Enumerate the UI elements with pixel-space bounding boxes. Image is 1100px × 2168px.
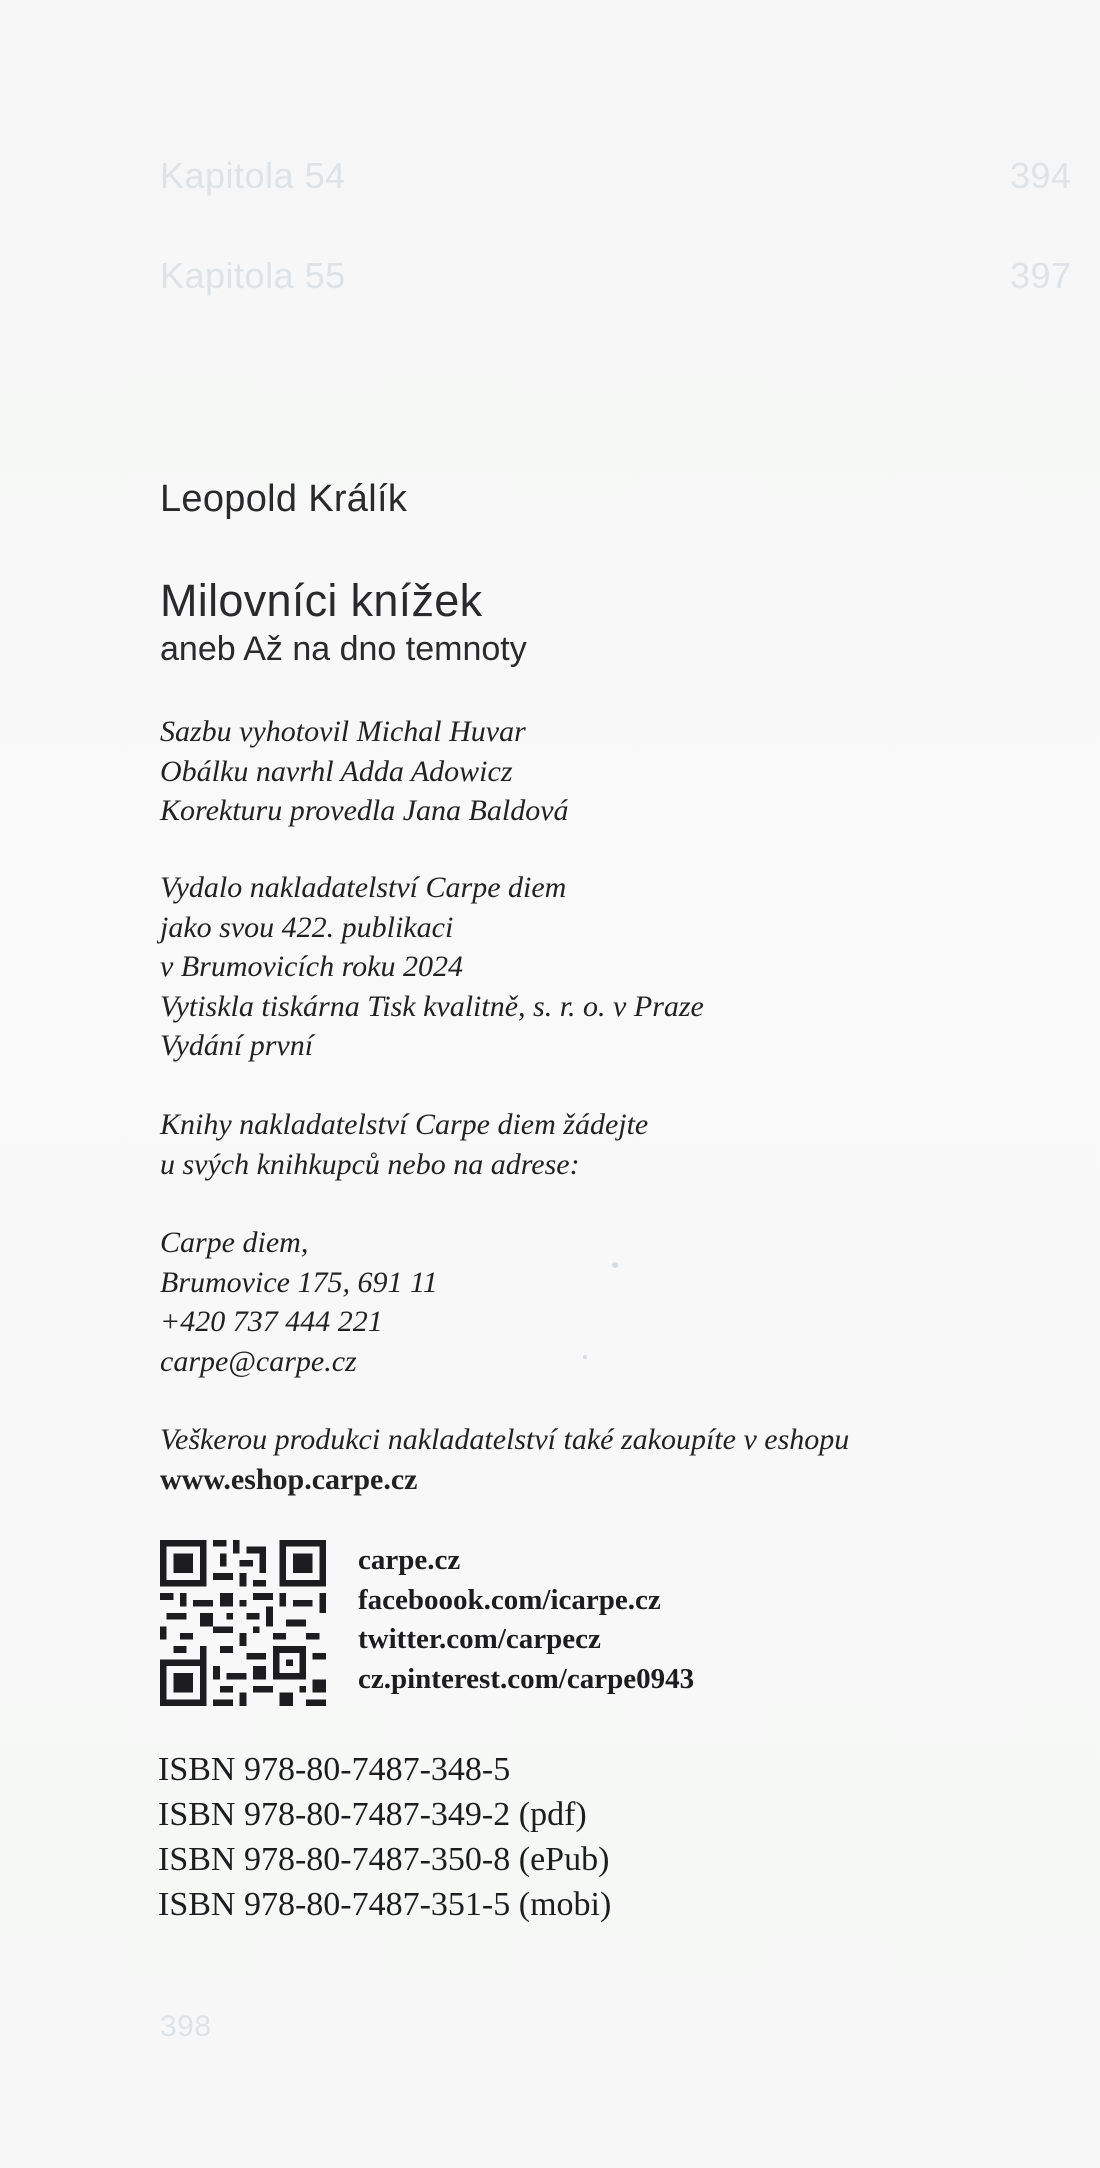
credit-line: Obálku navrhl Adda Adowicz [160, 754, 513, 788]
eshop-text: Veškerou produkci nakladatelství také zakoupíte v eshopu [160, 1423, 850, 1456]
ghost-folio: 398 [160, 2010, 212, 2043]
isbn-line: ISBN 978-80-7487-350-8 (ePub) [158, 1841, 610, 1878]
paper-speck [583, 1355, 587, 1359]
eshop-url: www.eshop.carpe.cz [160, 1462, 418, 1496]
author-name: Leopold Králík [160, 478, 408, 520]
eshop-block [160, 1420, 849, 1499]
paper-speck [612, 1262, 618, 1268]
order-line: Knihy nakladatelství Carpe diem žádejte [160, 1108, 649, 1141]
website-link[interactable]: carpe.cz [358, 1544, 461, 1576]
credit-line: Korekturu provedla Jana Baldová [160, 794, 569, 827]
ghost-toc-page-2: 397 [1010, 255, 1072, 296]
order-block [160, 1105, 648, 1184]
order-line: u svých knihkupců nebo na adrese: [160, 1147, 580, 1181]
book-title: Milovníci knížek [160, 575, 483, 626]
publisher-line: Vytiskla tiskárna Tisk kvalitně, s. r. o. v Praze [160, 989, 704, 1023]
ghost-toc-page-1: 394 [1010, 155, 1072, 196]
publisher-line: Vydání první [160, 1029, 314, 1062]
facebook-link[interactable]: faceboook.com/icarpe.cz [358, 1583, 661, 1616]
ghost-toc-row-1: Kapitola 54 [160, 155, 346, 196]
ghost-toc-row-2: Kapitola 55 [160, 255, 346, 296]
address-block [160, 1223, 438, 1381]
qr-code-icon [160, 1540, 326, 1706]
book-subtitle: aneb Až na dno temnoty [160, 630, 527, 668]
publisher-line: v Brumovicích roku 2024 [160, 950, 463, 983]
isbn-line: ISBN 978-80-7487-349-2 (pdf) [158, 1796, 587, 1833]
publisher-line: Vydalo nakladatelství Carpe diem [160, 871, 567, 904]
credits-block [160, 712, 569, 831]
address-line: Brumovice 175, 691 11 [160, 1265, 438, 1299]
pinterest-link[interactable]: cz.pinterest.com/carpe0943 [358, 1662, 695, 1695]
credit-line: Sazbu vyhotovil Michal Huvar [160, 715, 526, 748]
social-links [358, 1541, 694, 1699]
isbn-line: ISBN 978-80-7487-348-5 [158, 1751, 511, 1788]
publisher-line: jako svou 422. publikaci [160, 910, 454, 944]
address-line: Carpe diem, [160, 1226, 309, 1259]
publisher-block [160, 868, 704, 1066]
isbn-block [158, 1747, 611, 1927]
twitter-link[interactable]: twitter.com/carpecz [358, 1623, 601, 1655]
phone-number: +420 737 444 221 [160, 1305, 383, 1338]
isbn-line: ISBN 978-80-7487-351-5 (mobi) [158, 1886, 612, 1923]
email-address: carpe@carpe.cz [160, 1344, 357, 1378]
